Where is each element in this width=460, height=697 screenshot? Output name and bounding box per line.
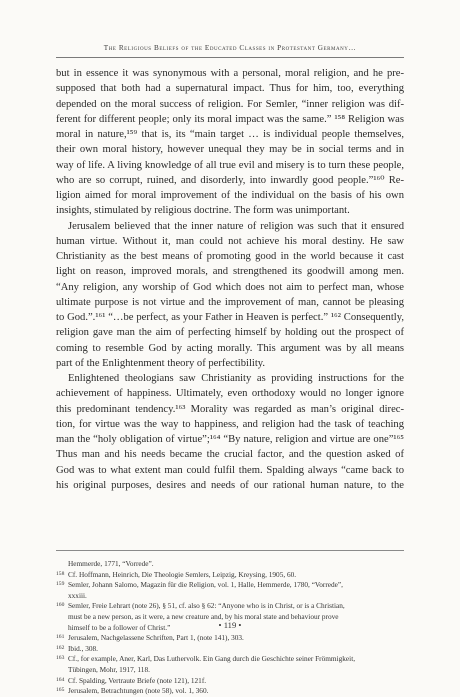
body-line: his original purposes, desires and needs of our rational human nature, to the: [56, 479, 404, 491]
footnote-text: must be a new person, as it were, a new creature and, by his moral state and behaviour prove: [68, 611, 339, 621]
page-number: • 119 •: [218, 620, 242, 630]
body-line: insights, stimulated by religious doctrine. The form was unimportant.: [56, 205, 350, 217]
footnote-text: Jerusalem, Betrachtungen (note 58), vol. 1, 360.: [68, 686, 209, 696]
footnote: [56, 559, 404, 570]
body-line: ultimate purpose is not virtue and the improvement of man, cannot be pleasing: [56, 296, 404, 308]
footnote-text: Cf. Spalding, Vertraute Briefe (note 121), 121f.: [68, 675, 207, 685]
body-line: light on reason, improved morals, and strengthened its goodwill among men.: [56, 266, 404, 278]
footnote: [56, 570, 404, 581]
body-line: their own moral history, however unequal they may be in social terms and in: [56, 144, 404, 156]
footnote: [56, 633, 404, 644]
body-line: human virtue. Without it, man could not achieve his moral destiny. He saw: [56, 235, 404, 247]
body-line: depended on the moral success of religion. For Semler, “inner religion was dif-: [56, 98, 404, 110]
footnote-text: xxxiii.: [68, 590, 87, 600]
body-line: religion gave man the aim of perfecting himself by holding out the prospect of: [56, 327, 404, 339]
footnote-text: himself to be a follower of Christ.”: [68, 622, 171, 632]
body-line: coming to resemble God by acting morally. This argument was by all means: [56, 342, 404, 354]
body-line: Thus man and his needs became the crucial factor, and the question asked of: [56, 449, 404, 461]
footnote: [56, 654, 404, 675]
running-head: The Religious Beliefs of the Educated Classes in Protestant Germany…: [103, 44, 357, 52]
footnote-text: Cf. Hoffmann, Heinrich, Die Theologie Semlers, Leipzig, Kreysing, 1905, 60.: [68, 569, 297, 579]
body-text: [56, 66, 404, 493]
footnote-rule: [56, 550, 404, 551]
body-line: achievement of happiness. Ultimately, even orthodoxy would no longer ignore: [56, 388, 404, 400]
body-line: who are so corrupt, ruined, and disorderly, into inwardly good people.”¹⁶⁰ Re-: [56, 174, 404, 186]
footnote-text: Ibid., 308.: [68, 643, 98, 653]
body-line: but in essence it was synonymous with a personal, moral religion, and he pre-: [56, 68, 404, 79]
footnote-number: 164: [56, 676, 65, 683]
header-rule: [56, 57, 404, 58]
footnote-number: 159: [56, 581, 65, 588]
footnote-number: 162: [56, 644, 65, 651]
body-line: “Any religion, any worship of God which does not aim to perfect man, whose: [56, 281, 404, 293]
footnote-text: Tübingen, Mohr, 1917, 118.: [68, 664, 150, 674]
body-line: this predominant tendency.¹⁶³ Morality was regarded as man’s original direc-: [56, 403, 404, 415]
footnote-number: 160: [56, 602, 65, 609]
footnote-text: Cf., for example, Aner, Karl, Das Luthervolk. Ein Gang durch die Geschichte seiner Frömmigkeit,: [68, 654, 356, 664]
footnote-number: 163: [56, 655, 65, 662]
footnote: [56, 676, 404, 687]
footnote: [56, 580, 404, 601]
body-line: ligion aimed for moral improvement of the individual on the basis of his own: [56, 190, 404, 201]
body-line: ferent for different people; only its moral impact was the same.” ¹⁵⁸ Religion was: [56, 113, 404, 125]
footnote-number: 161: [56, 634, 65, 641]
body-line: God was to what extent man could fulfil them. Spalding always “came back to: [56, 464, 404, 476]
body-line: moral in nature,¹⁵⁹ that is, its “main target … is individual people themselves,: [56, 129, 404, 140]
body-line: Enlightened theologians saw Christianity as providing instructions for the: [68, 373, 404, 384]
footnote-number: 158: [56, 570, 65, 577]
body-line: Christianity as the best means of promoting good in the world because it cast: [56, 251, 404, 262]
body-line: Jerusalem believed that the inner nature of religion was such that it ensured: [68, 220, 404, 232]
body-line: to God.”.¹⁶¹ “…be perfect, as your Father in Heaven is perfect.” ¹⁶² Consequently,: [56, 312, 404, 323]
footnote-text: Semler, Freie Lehrart (note 26), § 51, cf. also § 62: “Anyone who is in Christ, or is a Christian,: [68, 601, 345, 611]
footnote: [56, 686, 404, 697]
body-line: way of life. A living knowledge of all true evil and misery is to turn these people,: [56, 159, 404, 171]
footnote-text: Jerusalem, Nachgelassene Schriften, Part 1, (note 141), 303.: [68, 633, 244, 643]
footnote-number: 165: [56, 687, 65, 694]
body-line: part of the Enlightenment theory of perfectibility.: [56, 357, 266, 369]
body-line: man the “holy obligation of virtue”;¹⁶⁴ “By nature, religion and virtue are one”¹⁶⁵: [56, 434, 404, 445]
footnote: [56, 644, 404, 655]
footnote-text: Hemmerde, 1771, “Vorrede”.: [68, 559, 154, 568]
body-line: supposed that both had a supernatural impact. Thus for him, too, everything: [56, 83, 404, 95]
body-line: tion, for virtue was the way to happiness, and religion had the task of teaching: [56, 418, 404, 430]
footnote-text: Semler, Johann Salomo, Magazin für die Religion, vol. 1, Halle, Hemmerde, 1780, “Vorrede”,: [68, 580, 343, 590]
footnote-number: [56, 559, 68, 570]
